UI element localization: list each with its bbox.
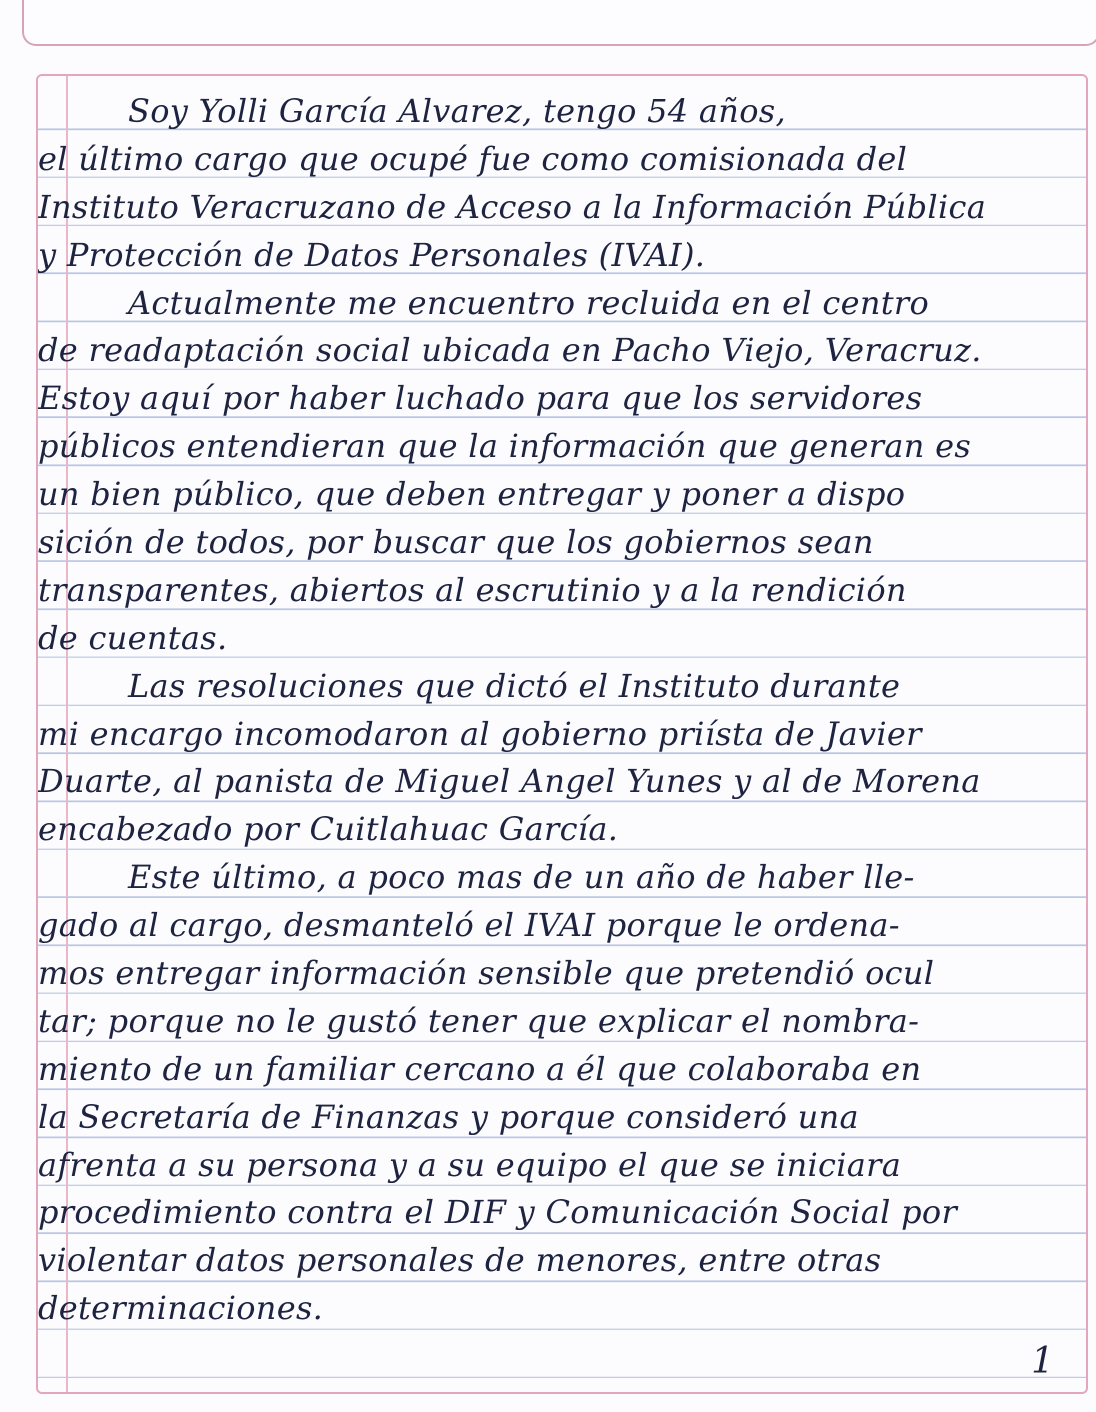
letter-line: transparentes, abiertos al escrutinio y a la rendición: [38, 570, 907, 609]
letter-line: gado al cargo, desmanteló el IVAI porque le ordena-: [38, 906, 900, 945]
letter-line: sición de todos, por buscar que los gobiernos sean: [38, 523, 874, 562]
letter-line: públicos entendieran que la información que generan es: [38, 427, 972, 466]
letter-line: de readaptación social ubicada en Pacho Viejo, Veracruz.: [38, 331, 982, 370]
letter-line: el último cargo que ocupé fue como comisionada del: [38, 139, 908, 178]
letter-line: Actualmente me encuentro recluida en el centro: [128, 283, 930, 322]
letter-line: Duarte, al panista de Miguel Angel Yunes y al de Morena: [38, 762, 981, 801]
page-number: 1: [1031, 1341, 1054, 1382]
letter-line: violentar datos personales de menores, entre otras: [38, 1241, 882, 1280]
letter-line: tar; porque no le gustó tener que explicar el nombra-: [38, 1001, 920, 1040]
letter-line: de cuentas.: [38, 618, 228, 657]
handwritten-letter: [38, 88, 1078, 1333]
letter-line: y Protección de Datos Personales (IVAI).: [38, 235, 706, 274]
previous-page-edge: [22, 0, 1096, 46]
letter-line: Estoy aquí por haber luchado para que los servidores: [38, 379, 923, 418]
letter-line: Las resoluciones que dictó el Instituto durante: [128, 666, 901, 705]
ruled-paper: [36, 74, 1088, 1394]
letter-line: afrenta a su persona y a su equipo el que se iniciara: [38, 1145, 902, 1184]
letter-line: mi encargo incomodaron al gobierno priísta de Javier: [38, 714, 922, 753]
letter-line: Soy Yolli García Alvarez, tengo 54 años,: [128, 92, 786, 130]
letter-line: mos entregar información sensible que pretendió ocul: [38, 954, 935, 993]
letter-line: Instituto Veracruzano de Acceso a la Información Pública: [38, 187, 987, 226]
letter-line: la Secretaría de Finanzas y porque consideró una: [38, 1097, 859, 1136]
letter-line: miento de un familiar cercano a él que colaboraba en: [38, 1049, 922, 1088]
letter-line: un bien público, que deben entregar y poner a dispo: [38, 475, 906, 514]
letter-line: determinaciones.: [38, 1289, 324, 1328]
letter-line: encabezado por Cuitlahuac García.: [38, 810, 619, 849]
letter-line: procedimiento contra el DIF y Comunicación Social por: [38, 1193, 958, 1232]
letter-line: Este último, a poco mas de un año de haber lle-: [128, 858, 915, 897]
